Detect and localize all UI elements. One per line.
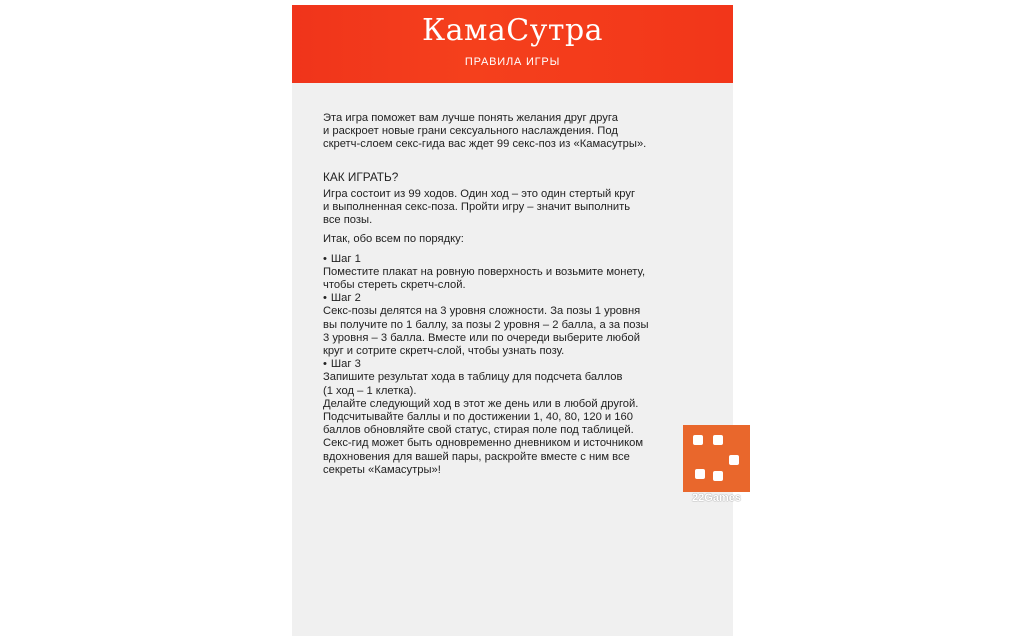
bullet: • [323,292,327,305]
how-to-paragraph [323,188,708,228]
text-line: баллов обновляйте свой статус, стирая поле под таблицей. [323,424,634,437]
step-3-text [323,371,708,397]
step-label: Шаг 3 [330,358,361,371]
die-pip [713,435,723,445]
step-2-text [323,305,708,358]
die-pip [693,435,703,445]
text-line: Секс-гид может быть одновременно дневником и источником [323,437,644,450]
section-heading-how-to: КАК ИГРАТЬ? [323,169,399,184]
step-label: Шаг 1 [330,252,361,265]
dice-icon [683,425,750,492]
die-pip [713,471,723,481]
bullet: • [323,252,327,265]
text-line: вы получите по 1 баллу, за позы 2 уровня – 2 балла, а за позы [323,318,649,331]
text-line: Секс-позы делятся на 3 уровня сложности. За позы 1 уровня [323,305,641,318]
text-line: 3 уровня – 3 балла. Вместе или по очереди выберите любой [323,331,640,344]
text-line: Поместите плакат на ровную поверхность и возьмите монету, [323,265,646,278]
step-3-extra [323,398,708,438]
rules-subtitle: ПРАВИЛА ИГРЫ [464,56,561,68]
text-line: и выполненная секс-поза. Пройти игру – значит выполнить [323,201,631,214]
game-title: КамаСутра [421,13,604,48]
header-banner [292,5,733,83]
step-2-heading [323,292,708,305]
rules-text [323,112,708,477]
text-line: круг и сотрите скретч-слой, чтобы узнать позу. [323,345,565,358]
text-line: Игра состоит из 99 ходов. Один ход – это один стертый круг [323,187,636,200]
die-pip [729,455,739,465]
text-line: чтобы стереть скретч-слой. [323,279,466,292]
text-line: секреты «Камасутры»! [323,463,441,476]
brand-label: 22Games [692,492,741,504]
intro-line: Эта игра поможет вам лучше понять желания друг друга [323,112,618,124]
text-line: Подсчитывайте баллы и по достижении 1, 40, 80, 120 и 160 [323,411,633,424]
intro-line: скретч-слоем секс-гида вас ждет 99 секс-поз из «Камасутры». [323,138,647,151]
text-line: все позы. [323,214,373,227]
bullet: • [323,358,327,371]
step-label: Шаг 2 [330,292,361,305]
text-line: Запишите результат хода в таблицу для подсчета баллов [323,371,623,384]
intro-line: и раскроет новые грани сексуального наслаждения. Под [323,125,618,138]
text-line: вдохновения для вашей пары, раскройте вместе с ним все [323,450,630,463]
step-3-heading [323,358,708,371]
rules-sheet [292,5,733,636]
text-line: Делайте следующий ход в этот же день или в любой другой. [323,397,639,410]
22games-watermark [683,425,750,506]
intro-paragraph [323,112,708,152]
text-line: (1 ход – 1 клетка). [323,384,417,397]
order-intro: Итак, обо всем по порядку: [323,233,464,246]
die-pip [695,469,705,479]
closing-paragraph [323,437,708,477]
step-1-heading [323,253,708,266]
step-1-text [323,266,708,292]
